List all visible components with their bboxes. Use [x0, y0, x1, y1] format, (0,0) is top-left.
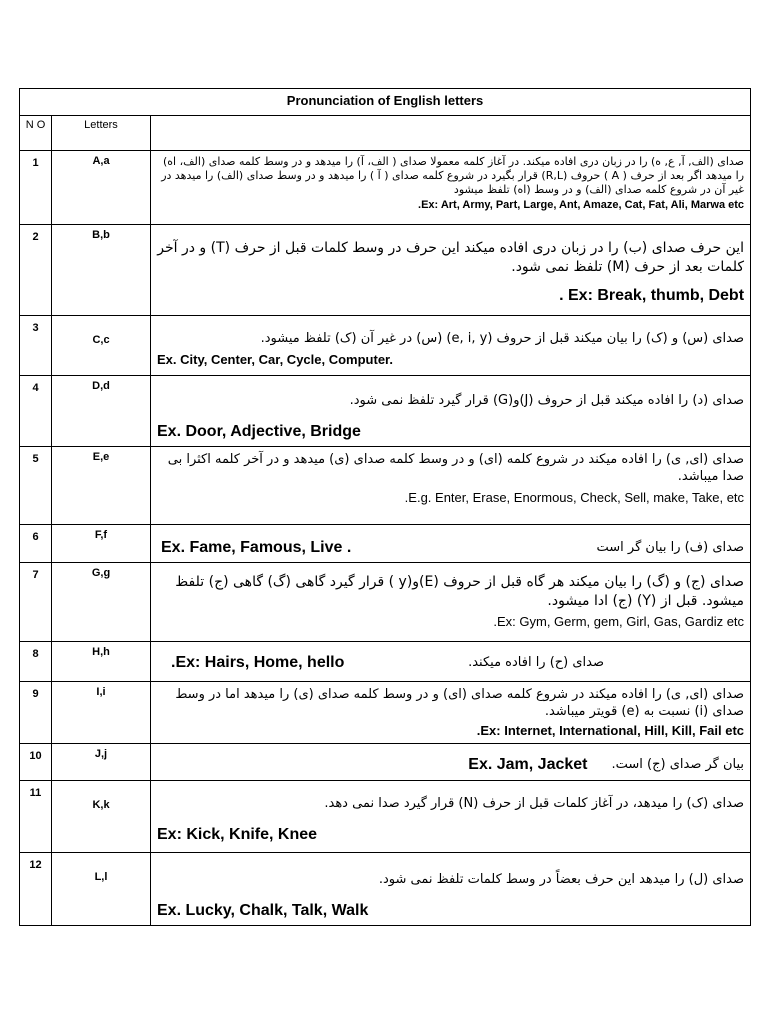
row-text: صدای (س) و (ک) را بیان میکند قبل از حروف (e, i, y) (س) در غیر آن (ک) تلفظ میشود. [260, 331, 745, 346]
row-description [151, 563, 751, 642]
title-row [20, 89, 751, 116]
row-description [151, 447, 751, 525]
row-example: .Ex: Gym, Germ, gem, Girl, Gas, Gardiz etc [493, 614, 745, 629]
table-row [20, 447, 751, 525]
row-text: صدای (ف) را بیان گر است [596, 540, 745, 555]
row-example: Ex: Kick, Knife, Knee [157, 826, 318, 843]
row-letter: L,l [52, 853, 151, 926]
table-row [20, 781, 751, 853]
row-number: 8 [20, 642, 52, 682]
table-row [20, 316, 751, 376]
row-letter: G,g [52, 563, 151, 642]
header-description [151, 116, 751, 151]
row-number: 9 [20, 682, 52, 744]
row-description [151, 853, 751, 926]
table-row [20, 744, 751, 781]
row-example: Ex. Door, Adjective, Bridge [157, 423, 361, 440]
row-example: Ex. Jam, Jacket [468, 756, 588, 773]
row-number: 2 [20, 225, 52, 316]
row-text: صدای (ک) را میدهد، در آغاز کلمات قبل از حرف (N) قرار گیرد صدا نمی دهد. [324, 796, 745, 811]
row-text: این حرف صدای (ب) را در زبان دری افاده میکند این حرف در وسط کلمات قبل از حرف (T) و در آخر کلمات بعد از حرف (M) تلفظ نمی شود. [157, 240, 745, 275]
row-letter: A,a [52, 151, 151, 225]
row-description [151, 151, 751, 225]
row-text: صدای (د) را افاده میکند قبل از حروف (J)و(G) قرار گیرد تلفظ نمی شود. [349, 393, 745, 408]
row-letter: H,h [52, 642, 151, 682]
table-title: Pronunciation of English letters [20, 89, 751, 116]
row-example: Ex. Fame, Famous, Live . [161, 539, 352, 556]
row-description [151, 682, 751, 744]
table-row [20, 525, 751, 563]
table-row [20, 853, 751, 926]
row-letter: D,d [52, 376, 151, 447]
row-description [151, 225, 751, 316]
table-row [20, 563, 751, 642]
row-description [151, 781, 751, 853]
row-text: صدای (ای, ی) را افاده میکند در شروع کلمه صدای (ای) و در وسط کلمه صدای (ی) را میدهد اما در وسط صدای (i) نسبت به (e) قویتر میباشد. [175, 687, 745, 719]
row-text: صدای (ج) و (گ) را بیان میکند هر گاه قبل از حروف (E)و(y ) قرار گیرد گاهی (گ) گاهی (ج) تلفظ میشود. قبل از (Y) (ج) ادا میشود. [175, 574, 745, 609]
header-letters: Letters [52, 116, 151, 151]
row-text: بیان گر صدای (ج) است. [611, 757, 745, 772]
row-example: .Ex: Hairs, Home, hello [171, 654, 345, 671]
row-description [151, 376, 751, 447]
pronunciation-table [19, 88, 751, 926]
row-number: 10 [20, 744, 52, 781]
row-example: .Ex: Art, Army, Part, Large, Ant, Amaze, Cat, Fat, Ali, Marwa etc [418, 199, 745, 211]
row-letter: B,b [52, 225, 151, 316]
row-example: Ex. City, Center, Car, Cycle, Computer. [157, 352, 394, 367]
row-description [151, 744, 751, 781]
header-no: N O [20, 116, 52, 151]
row-number: 3 [20, 316, 52, 376]
header-row [20, 116, 751, 151]
row-letter: I,i [52, 682, 151, 744]
row-text: صدای (ل) را میدهد این حرف بعضاً در وسط کلمات تلفظ نمی شود. [378, 872, 745, 887]
row-number: 4 [20, 376, 52, 447]
row-number: 1 [20, 151, 52, 225]
row-number: 6 [20, 525, 52, 563]
table-row [20, 642, 751, 682]
table-row [20, 682, 751, 744]
row-description [151, 642, 751, 682]
row-example: .Ex: Internet, International, Hill, Kill, Fail etc [476, 723, 745, 738]
row-description [151, 316, 751, 376]
row-letter: J,j [52, 744, 151, 781]
table-row [20, 151, 751, 225]
row-text: صدای (ای, ی) را افاده میکند در شروع کلمه (ای) و در وسط کلمه صدای (ی) میدهد و در آخر کلمه اکثرا بی صدا میباشد. [167, 452, 745, 484]
row-example: Ex. Lucky, Chalk, Talk, Walk [157, 902, 369, 919]
row-number: 11 [20, 781, 52, 853]
table-row [20, 225, 751, 316]
row-letter: E,e [52, 447, 151, 525]
row-text: صدای (ح) را افاده میکند. [468, 655, 605, 670]
row-text: صدای (الف, آ, ع, ه) را در زبان دری افاده میکند. در آغاز کلمه معمولا صدای ( الف، آ) را میدهد و در وسط کلمه صدای (الف، اه) را میدهد اگر بعد از حرف ( A ) حروف (R,L) قرار بگیرد در شروع کلمه صدای ( آ ) را میدهد و در وسط صدای (الف) را میدهد در غیر آن در شروع کلمه صدای (الف) و در وسط (اه) تلفظ میشود [161, 155, 745, 196]
table-row [20, 376, 751, 447]
row-example: .E.g. Enter, Erase, Enormous, Check, Sell, make, Take, etc [404, 490, 745, 505]
row-example: . Ex: Break, thumb, Debt [559, 287, 745, 304]
row-letter: F,f [52, 525, 151, 563]
row-letter: K,k [52, 781, 151, 853]
row-description [151, 525, 751, 563]
row-number: 12 [20, 853, 52, 926]
row-number: 5 [20, 447, 52, 525]
row-number: 7 [20, 563, 52, 642]
row-letter: C,c [52, 316, 151, 376]
